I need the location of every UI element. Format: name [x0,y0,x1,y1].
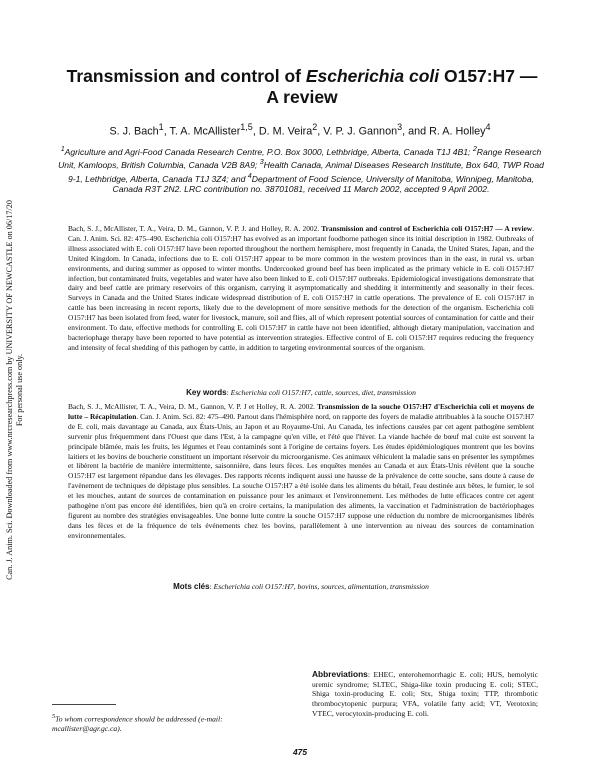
title-italic: Escherichia coli [305,66,440,86]
affiliations: $^1$Agriculture and Agri-Food Canada Research Centre, P.O. Box 3000, Lethbridge, Alberta, Canada T1J 4B1; $^2$Range Research Unit, Kamloops, British Columbia, Canada V2B 8A9; $^3$Health Canada, Animal Diseases Research Institute, Box 640, TWP Road 9-1, Lethbridge, Alberta, Canada T1J 3Z4; and $^4$Department of Food Science, University of Manitoba, Winnipeg, Manitoba, Canada R3T 2N2. LRC contribution no. 38701081, received 11 March 2002, accepted 9 April 2002. [58,145,544,195]
author-sup: 1 [158,122,164,132]
author: T. A. McAllister [169,125,241,138]
author: D. M. Veira [258,125,313,138]
abstract-en-body: Escherichia coli O157:H7 has evolved as an important foodborne pathogen since its initial description in 1982. Outbreaks of illness associated with E. coli O157:H7 have been reported throughout the northern hemisphere, most frequently in Canada, the United States, Japan, and the United Kingdom. In Canada, infections due to E. coli O157:H7 appear to be more common in the western provinces than in the east, in rural vs. urban environments, and during summer as opposed to winter months. Undercooked ground beef has been implicated as the primary vehicle in E. coli O157:H7 infection, but contaminated fruits, vegetables and water have also been linked to E. coli O157:H7 outbreaks. Epidemiological investigations demonstrate that dairy and beef cattle are primary reservoirs of this organism, carrying it asymptomatically and shedding it intermittently and seasonally in their feces. Surveys in Canada and the United States indicate widespread distribution of E. coli O157:H7 in cattle operations. The prevalence of E. coli O157:H7 in cattle has been increasing in recent reports, likely due to the development of more sensitive methods for the detection of the organism. Escherichia coli O157:H7 has been isolated from feed, water for livestock, manure, soil and flies, all of which represent potential sources of contamination for cattle and their environment. To date, effective methods for controlling E. coli O157:H7 in cattle have not been identified, although dietary manipulation, vaccination and bacteriophage therapy have been reported to have potential as intervention strategies. Effective control of E. coli O157:H7 requires reducing the frequency and intensity of fecal shedding of this pathogen by cattle, in addition to targeting environmental sources of the organism. [68,233,534,352]
abstract-fr-source: . Can. J. Anim. Sci. 82: 475–490. [136,411,238,421]
keywords-fr-label: Mots clés [173,582,210,591]
abstract-fr-title: Transmission de la souche O157:H7 d'Escherichia coli et moyens de lutte – Récapitulation [68,402,534,421]
keywords-en-text: Escherichia coli O157:H7, cattle, sources, diet, transmission [230,388,416,397]
footnote-text: To whom correspondence should be addressed (e-mail: mcallister@agr.gc.ca). [52,714,223,734]
title-part2: O157:H7 — [439,66,538,86]
abstract-fr-authors: Bach, S. J., McAllister, T. A., Veira, D. M., Gannon, V. P. J et Holley, R. A. 2002. [68,402,318,411]
affiliation-1: Agriculture and Agri-Food Canada Research Centre, P.O. Box 3000, Lethbridge, Alberta, Canada T1J 4B1; [64,146,471,157]
footnote-rule [52,704,116,705]
title-part1: Transmission and control of [66,66,306,86]
author-sup: 3 [397,122,403,132]
affiliation-2: Range Research Unit, Kamloops, British Columbia, Canada V2B 8A9; [58,146,542,171]
abstract-en-authors: Bach, S. J., McAllister, T. A., Veira, D. M., Gannon, V. P. J. and Holley, R. A. 2002. [68,224,322,233]
author: V. P. J. Gannon [323,125,398,138]
author-list: S. J. Bach$^1$, T. A. McAllister$^{1,5}$, D. M. Veira$^2$, V. P. J. Gannon$^3$, and R. A. Holley$^4$ [109,122,491,138]
abstract-french [68,402,534,541]
keywords-en-label: Key words [186,388,227,397]
abstract-fr-body: Partout dans l'hémisphère nord, on rapporte des foyers de maladie attribuables à la souche O157:H7 de E. coli, mais davantage au Canada, aux États-Unis, au Japon et au Royaume-Uni. Au Canada, les infections causées par cet agent pathogène semblent survenir plus fréquemment dans l'Ouest que dans l'Est, à la campagne qu'en ville, et l'été que l'hiver. La viande hachée de bœuf mal cuite est souvent la principale blâmée, mais les fruits, les légumes et l'eau contaminés sont à l'origine de certains foyers. Les études épidémiologiques montrent que les bovins laitiers et les bovins de boucherie constituent un important réservoir du microorganisme. Ces animaux véhiculent la maladie sans en présenter les symptômes et libèrent la bactérie de manière intermittente, saisonnière, dans leurs fèces. Les enquêtes menées au Canada et aux États-Unis révèlent que la souche O157:H7 est largement répandue dans les élevages. Des rapports récents indiquent aussi une hausse de la prévalence de cette souche, sans doute à cause de l'avènement de techniques de dépistage plus sensibles. La souche O157:H7 a été isolée dans les aliments du bétail, l'eau destinée aux bêtes, le fumier, le sol et les mouches, autant de sources de contamination en puissance pour les animaux et l'environnement. Les méthodes de lutte efficaces contre cet agent pathogène n'ont pas encore été identifiées, bien qu'à en croire certains, la manipulation des aliments, la vaccination et l'administration de bactériophages figurent au nombre des stratégies envisageables. Une bonne lutte contre la souche O157:H7 suppose une réduction du nombre de microorganismes libérés dans les fèces et de la fréquence de tels événements chez les bovins, parallèlement à une intervention au niveau des sources de contamination environnementales. [68,411,535,540]
article-title [62,66,542,108]
abstract-english [68,224,534,353]
title-line2: A review [266,87,338,107]
abbreviations-text: EHEC, enterohemorrhagic E. coli; HUS, hemolytic uremic syndrome; SLTEC, Shiga-like toxin producing E. coli; STEC, Shiga toxin-producing E. coli; Stx, Shiga toxin; TTP, thrombotic thrombocytopenic purpura; VFA, volatile fatty acid; VT, Verotoxin; VTEC, verocytoxin-producing E. coli. [312,670,538,718]
affiliation-4: Department of Food Science, University of Manitoba, Winnipeg, Manitoba, Canada R3T 2N2. LRC contribution no. 38701081, received 11 March 2002, accepted 9 April 2002. [112,173,534,195]
keywords-english: Key words: Escherichia coli O157:H7, cattle, sources, diet, transmission [186,388,416,397]
abbreviations-block: Abbreviations: EHEC, enterohemorrhagic E. coli; HUS, hemolytic uremic syndrome; SLTEC, Shiga-like toxin producing E. coli; STEC, Shiga toxin-producing E. coli; Stx, Shiga toxin; TTP, thrombotic thrombocytopenic purpura; VFA, volatile fatty acid; VT, Verotoxin; VTEC, verocytoxin-producing E. coli. [312,669,538,718]
author-sup: 4 [485,122,491,132]
abstract-en-title: Transmission and control of Escherichia coli O157:H7 — A review [321,224,533,233]
abstract-en-source: . Can. J. Anim. Sci. 82: 475–490. [68,224,534,243]
affiliation-3: Health Canada, Animal Diseases Research Institute, Box 640, TWP Road 9-1, Lethbridge, Alberta, Canada T1J 3Z4; and [67,160,544,184]
footnote-sup: 5 [52,713,56,720]
abbreviations-label: Abbreviations [312,669,368,679]
page-number: 475 [293,747,307,757]
author-sup: 2 [312,122,318,132]
author: S. J. Bach [109,125,159,138]
author: R. A. Holley [429,125,486,138]
keywords-french: Mots clés: Escherichia coli O157:H7, bovins, sources, alimentation, transmission [173,582,429,591]
download-watermark-line2: For personal use only. [15,353,25,427]
download-watermark-line1: Can. J. Anim. Sci. Downloaded from www.nrcresearchpress.com by UNIVERSITY OF NEWCASTLE on 06/17/20 [5,200,15,580]
download-watermark [0,160,30,620]
keywords-fr-text: Escherichia coli O157:H7, bovins, sources, alimentation, transmission [213,582,429,591]
correspondence-footnote [52,712,292,734]
author-sup: 1,5 [240,122,253,132]
